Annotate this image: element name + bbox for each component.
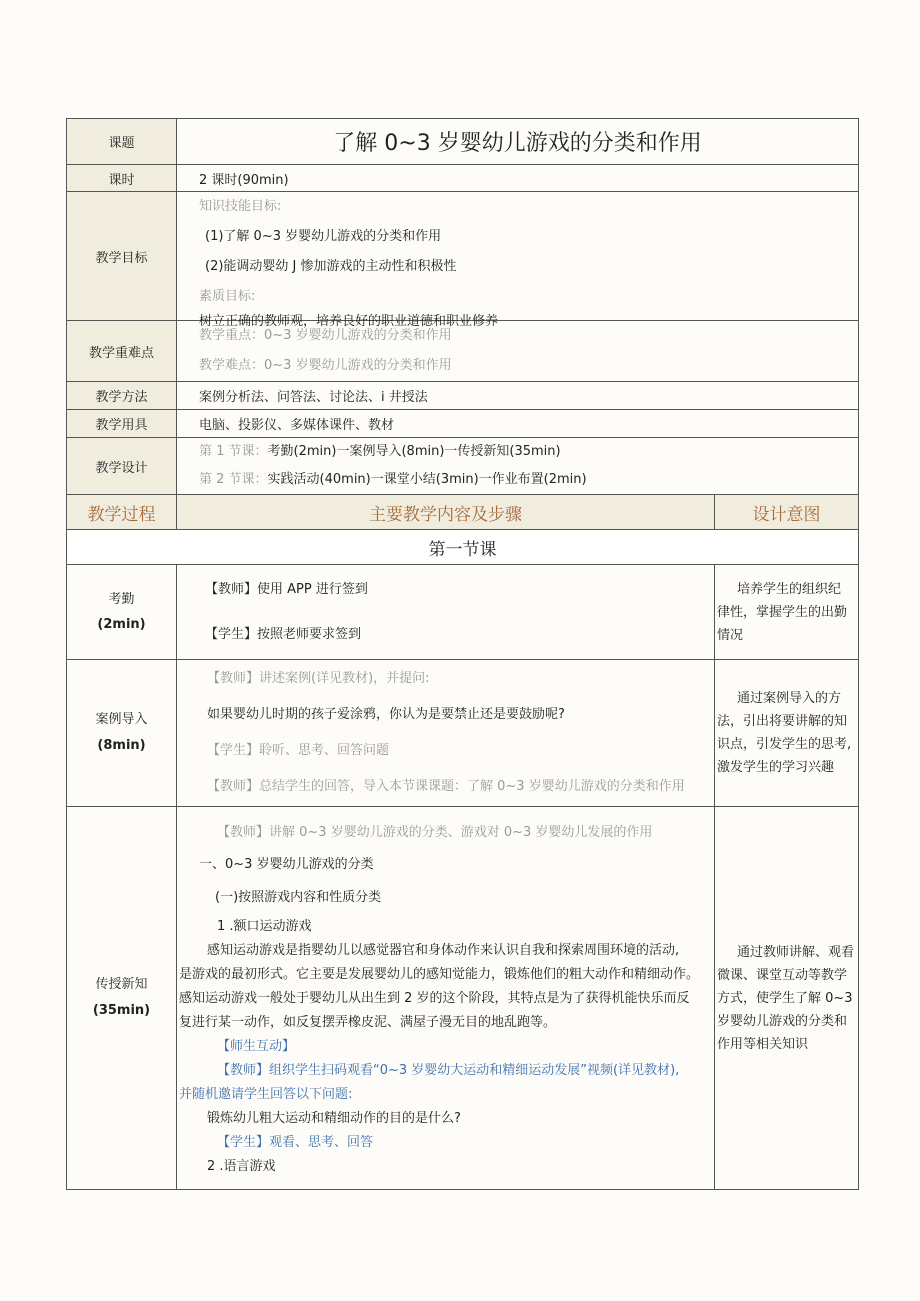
row-tools [67,410,859,438]
attendance-stage [67,565,177,660]
attendance-student: 【学生】按照老师要求签到 [205,627,362,642]
attendance-teacher: 【教师】使用 APP 进行签到 [205,582,368,597]
lesson-title: 了解 0~3 岁婴幼儿游戏的分类和作用 [177,119,859,165]
case-intent: 通过案例导入的方 法，引出将要讲解的知 识点，引发学生的思考, 激发学生的学习兴趣 [715,660,859,807]
row-title [67,119,859,165]
design-session-2: 第 2 节课：实践活动(40min)一课堂小结(3min)一作业布置(2min) [199,472,587,487]
header-content: 主要教学内容及步骤 [177,495,715,530]
hours-value: 2 课时(90min) [177,165,859,192]
goals-quality-head: 素质目标: [199,289,256,304]
row-method [67,382,859,410]
attendance-intent: 培养学生的组织纪 律性，掌握学生的出勤 情况 [715,565,859,660]
attendance-name: 考勤 [108,592,135,607]
teach-l8: 复进行某一动作，如反复摆弄橡皮泥、满屋子漫无目的地乱跑等。 [179,1015,557,1030]
case-student: 【学生】聆听、思考、回答问题 [207,743,390,758]
case-content [177,660,715,807]
teach-l4: 1 .额口运动游戏 [217,919,312,934]
lesson-plan-sheet [66,118,858,1190]
method-label: 教学方法 [67,382,177,410]
tools-value: 电脑、投影仪、多媒体课件、教材 [177,410,859,438]
section-title: 第一节课 [67,530,859,565]
row-teach [67,807,859,1190]
attendance-time: (2min) [97,617,146,632]
case-teacher-summary: 【教师】总结学生的回答，导入本节课课题：了解 0~3 岁婴幼儿游戏的分类和作用 [207,779,685,794]
method-value: 案例分析法、问答法、讨论法、i 井授法 [177,382,859,410]
key-difficulty: 教学难点：0~3 岁婴幼儿游戏的分类和作用 [199,358,452,373]
teach-time: (35min) [92,1003,151,1018]
row-hours [67,165,859,192]
key-cell [177,321,859,382]
row-headers [67,495,859,530]
teach-l5: 感知运动游戏是指婴幼儿以感觉器官和身体动作来认识自我和探索周围环境的活动, [207,943,680,958]
row-key-points [67,321,859,382]
teach-l14: 2 .语言游戏 [207,1159,276,1174]
teach-l11: 并随机邀请学生回答以下问题: [179,1087,353,1102]
teach-l3: (一)按照游戏内容和性质分类 [215,890,382,905]
row-case [67,660,859,807]
row-goals [67,192,859,321]
row-design [67,438,859,495]
teach-l10: 【教师】组织学生扫码观看“0~3 岁婴幼大运动和精细运动发展”视频(详见教材), [217,1063,680,1078]
lesson-plan-table [66,118,859,1190]
teach-l2: 一、0~3 岁婴幼儿游戏的分类 [199,857,374,872]
teach-name: 传授新知 [95,977,148,992]
goals-cell [177,192,859,329]
key-focus: 教学重点：0~3 岁婴幼儿游戏的分类和作用 [199,328,452,343]
teach-l6: 是游戏的最初形式。它主要是发展婴幼儿的感知觉能力，锻炼他们的粗大动作和精细动作。 [179,967,700,982]
design-label: 教学设计 [67,438,177,495]
teach-l12: 锻炼幼儿粗大运动和精细动作的目的是什么? [207,1111,461,1126]
teach-l13: 【学生】观看、思考、回答 [217,1135,374,1150]
teach-intent: 通过教师讲解、观看 微课、课堂互动等教学 方式，使学生了解 0~3 岁婴幼儿游戏的分类和 作用等相关知识 [715,807,859,1190]
case-time: (8min) [97,738,146,753]
hours-label: 课时 [67,165,177,192]
row-section-1 [67,530,859,565]
header-process: 教学过程 [67,495,177,530]
case-teacher-intro: 【教师】讲述案例(详见教材)，并提问: [207,671,430,686]
goals-label: 教学目标 [67,192,177,321]
case-name: 案例导入 [95,712,148,727]
teach-l7: 感知运动游戏一般处于婴幼儿从出生到 2 岁的这个阶段，其特点是为了获得机能快乐而反 [179,991,690,1006]
attendance-content [177,565,715,660]
teach-l9: 【师生互动】 [217,1039,296,1054]
teach-l1: 【教师】讲解 0~3 岁婴幼儿游戏的分类、游戏对 0~3 岁婴幼儿发展的作用 [217,825,653,840]
design-session-1: 第 1 节课：考勤(2min)一案例导入(8min)一传授新知(35min) [199,444,561,459]
goals-cut-line: 树立正确的教师观，培养良好的职业道德和职业修养 [199,314,499,329]
design-cell [177,438,859,495]
row-attendance [67,565,859,660]
case-question: 如果婴幼儿时期的孩子爱涂鸦，你认为是要禁止还是要鼓励呢? [207,707,565,722]
goals-knowledge-head: 知识技能目标: [199,199,282,214]
teach-stage [67,807,177,1190]
title-label: 课题 [67,119,177,165]
goals-k2: (2)能调动婴幼 J 惨加游戏的主动性和积极性 [205,259,457,274]
header-intent: 设计意图 [715,495,859,530]
case-stage [67,660,177,807]
tools-label: 教学用具 [67,410,177,438]
goals-k1: (1)了解 0~3 岁婴幼儿游戏的分类和作用 [205,229,442,244]
key-label: 教学重难点 [67,321,177,382]
teach-content [177,807,715,1190]
